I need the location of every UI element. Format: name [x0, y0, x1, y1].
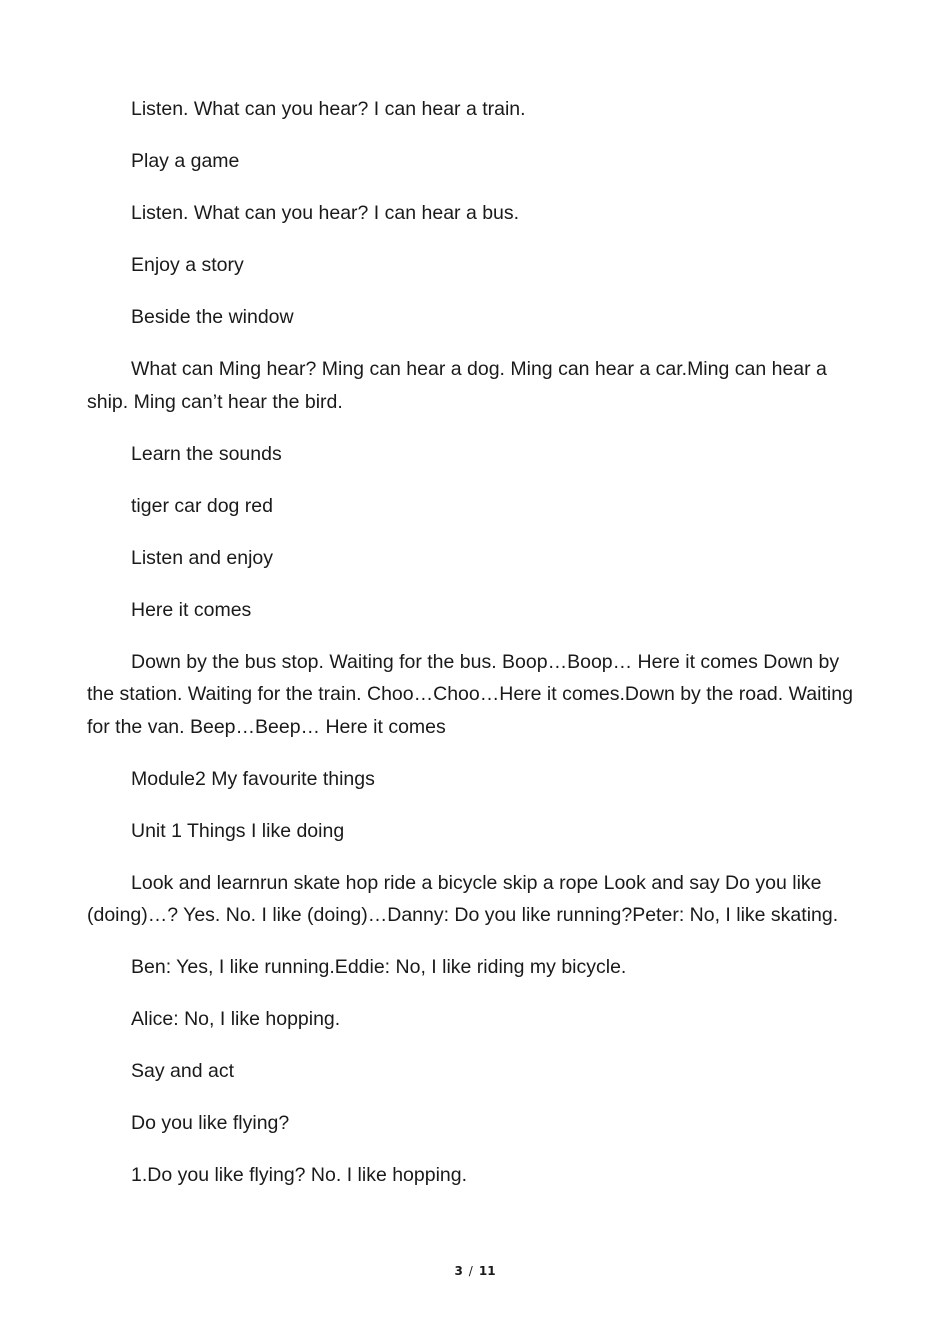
page-separator: /: [468, 1264, 473, 1278]
paragraph: Play a game: [131, 150, 240, 172]
paragraph: Down by the bus stop. Waiting for the bus. Boop…Boop… Here it comes Down by the station. Waiting for the train. Choo…Choo…Here it comes.Down by the road. Waiting for the van. Beep…Beep… Here it comes: [87, 650, 853, 738]
paragraph: Alice: No, I like hopping.: [131, 1008, 341, 1030]
paragraph: Enjoy a story: [131, 254, 244, 276]
document-page: [87, 93, 863, 1211]
paragraph: Here it comes: [131, 598, 252, 621]
paragraph: Listen. What can you hear? I can hear a train.: [131, 98, 526, 120]
paragraph: Look and learnrun skate hop ride a bicycle skip a rope Look and say Do you like (doing)…? Yes. No. I like (doing)…Danny: Do you like running?Peter: No, I like skating.: [87, 871, 839, 926]
paragraph: What can Ming hear? Ming can hear a dog. Ming can hear a car.Ming can hear a ship. Ming can’t hear the bird.: [87, 358, 827, 413]
current-page-number: 3: [454, 1264, 463, 1278]
paragraph: Say and act: [131, 1060, 234, 1082]
paragraph: tiger car dog red: [131, 494, 273, 517]
paragraph: Learn the sounds: [131, 442, 282, 465]
total-page-count: 11: [478, 1264, 496, 1278]
unit-heading: Unit 1 Things I like doing: [131, 819, 345, 842]
paragraph: Listen and enjoy: [131, 546, 274, 569]
paragraph: Listen. What can you hear? I can hear a bus.: [131, 202, 520, 224]
paragraph: Do you like flying?: [131, 1112, 290, 1134]
section-heading: Module2 My favourite things: [131, 767, 375, 790]
paragraph: Ben: Yes, I like running.Eddie: No, I like riding my bicycle.: [131, 956, 627, 978]
paragraph: 1.Do you like flying? No. I like hopping.: [131, 1164, 468, 1186]
paragraph: Beside the window: [131, 306, 294, 328]
page-number-footer: [0, 1264, 950, 1278]
